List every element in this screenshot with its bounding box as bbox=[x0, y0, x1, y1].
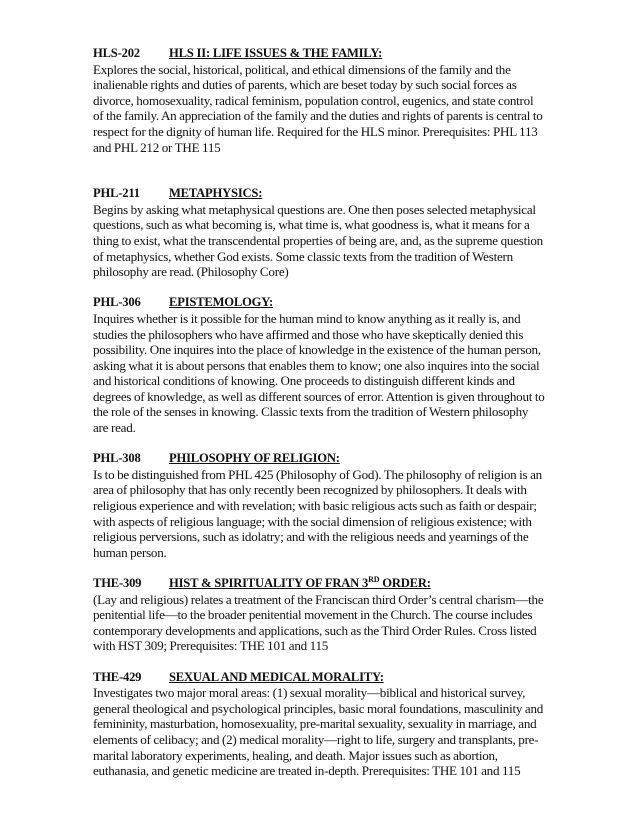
course-heading bbox=[93, 576, 545, 592]
course-the-309 bbox=[93, 576, 545, 654]
course-heading-underlined bbox=[93, 451, 340, 465]
course-title: SEXUAL AND MEDICAL MORALITY: bbox=[169, 669, 384, 684]
course-description: Is to be distinguished from PHL 425 (Philosophy of God). The philosophy of religion is an area of philosophy that has only recently been recognized by philosophers. It deals with religious experience and with revelation; with basic religious acts such as faith or despair; with aspects of religious language; with the social dimension of religious existence; with religious perversions, such as idolatry; and with the religious needs and yearnings of the human person. bbox=[93, 466, 542, 560]
course-code: THE-429 bbox=[93, 669, 142, 684]
course-title: EPISTEMOLOGY: bbox=[169, 295, 274, 310]
course-title-suffix: ORDER: bbox=[379, 576, 431, 590]
section-spacer bbox=[93, 560, 545, 576]
course-hls-202 bbox=[93, 46, 545, 155]
course-heading bbox=[93, 186, 545, 202]
course-code: PHL-306 bbox=[93, 295, 141, 310]
course-heading-underlined bbox=[93, 295, 273, 309]
course-description: Inquires whether is it possible for the human mind to know anything as it really is, and studies the philosophers who have affirmed and those who have skeptically denied this possibility. One inquires into the place of knowledge in the existence of the human person, asking what it is about persons that enables them to know; one also inquires into the social and historical conditions of knowing. One proceeds to distinguish different kinds and degrees of knowledge, as well as different sources of error. Attention is given throughout to the role of the senses in knowing. Classic texts from the tradition of Western philosophy are read. bbox=[93, 310, 545, 436]
course-description: Investigates two major moral areas: (1) sexual morality—biblical and historical survey, general theological and psychological principles, basic moral foundations, masculinity and femininity, masturbation, homosexuality, pre-marital sexuality, sexuality in marriage, and elements of celibacy; and (2) medical morality—right to life, surgery and transplants, pre-marital laboratory experiments, healing, and death. Major issues such as abortion, euthanasia, and genetic medicine are treated in-depth. Prerequisites: THE 101 and 115 bbox=[93, 685, 544, 779]
course-code: HLS-202 bbox=[93, 46, 140, 60]
course-code: THE-309 bbox=[93, 576, 142, 590]
course-description: (Lay and religious) relates a treatment of the Franciscan third Order’s central charism—the penitential life—to the broader penitential movement in the Church. The course includes contemporary developments and applications, such as the Third Order Rules. Cross listed with HST 309; Prerequisites: THE 101 and 115 bbox=[93, 591, 544, 654]
course-description: Begins by asking what metaphysical questions are. One then poses selected metaphysical questions, such as what becoming is, what time is, what goodness is, what it means for a thing to exist, what the transcendental properties of being are, and, as the supreme question of metaphysics, whether God exists. Some classic texts from the tradition of Western philosophy are read. (Philosophy Core) bbox=[93, 201, 543, 280]
course-description: Explores the social, historical, political, and ethical dimensions of the family and the inalienable rights and duties of parents, which are beset today by such social forces as divorce, homosexuality, radical feminism, population control, eugenics, and state control of the family. An appreciation of the family and the duties and rights of parents is central to respect for the dignity of human life. Required for the HLS minor. Prerequisites: PHL 113 and PHL 212 or THE 115 bbox=[93, 61, 543, 155]
course-heading bbox=[93, 295, 545, 311]
course-code: PHL-211 bbox=[93, 186, 140, 201]
section-spacer bbox=[93, 654, 545, 670]
course-title: HIST & SPIRITUALITY OF FRAN 3 bbox=[169, 576, 369, 590]
course-catalog-page bbox=[93, 46, 545, 779]
course-title-superscript: RD bbox=[368, 574, 380, 584]
course-the-429 bbox=[93, 670, 545, 779]
course-heading-underlined bbox=[93, 46, 382, 60]
course-phl-308 bbox=[93, 451, 545, 560]
course-heading bbox=[93, 670, 545, 686]
course-title: METAPHYSICS: bbox=[169, 186, 263, 201]
course-heading-underlined bbox=[93, 186, 262, 200]
course-heading bbox=[93, 46, 545, 62]
course-heading-underlined bbox=[93, 670, 384, 684]
course-phl-306 bbox=[93, 295, 545, 435]
course-title: PHILOSOPHY OF RELIGION: bbox=[169, 451, 340, 466]
course-heading bbox=[93, 451, 545, 467]
section-spacer bbox=[93, 280, 545, 296]
course-phl-211 bbox=[93, 186, 545, 280]
section-spacer bbox=[93, 155, 545, 186]
course-heading-underlined bbox=[93, 576, 431, 590]
section-spacer bbox=[93, 436, 545, 452]
course-code: PHL-308 bbox=[93, 451, 141, 466]
course-title: HLS II: LIFE ISSUES & THE FAMILY: bbox=[169, 46, 383, 60]
